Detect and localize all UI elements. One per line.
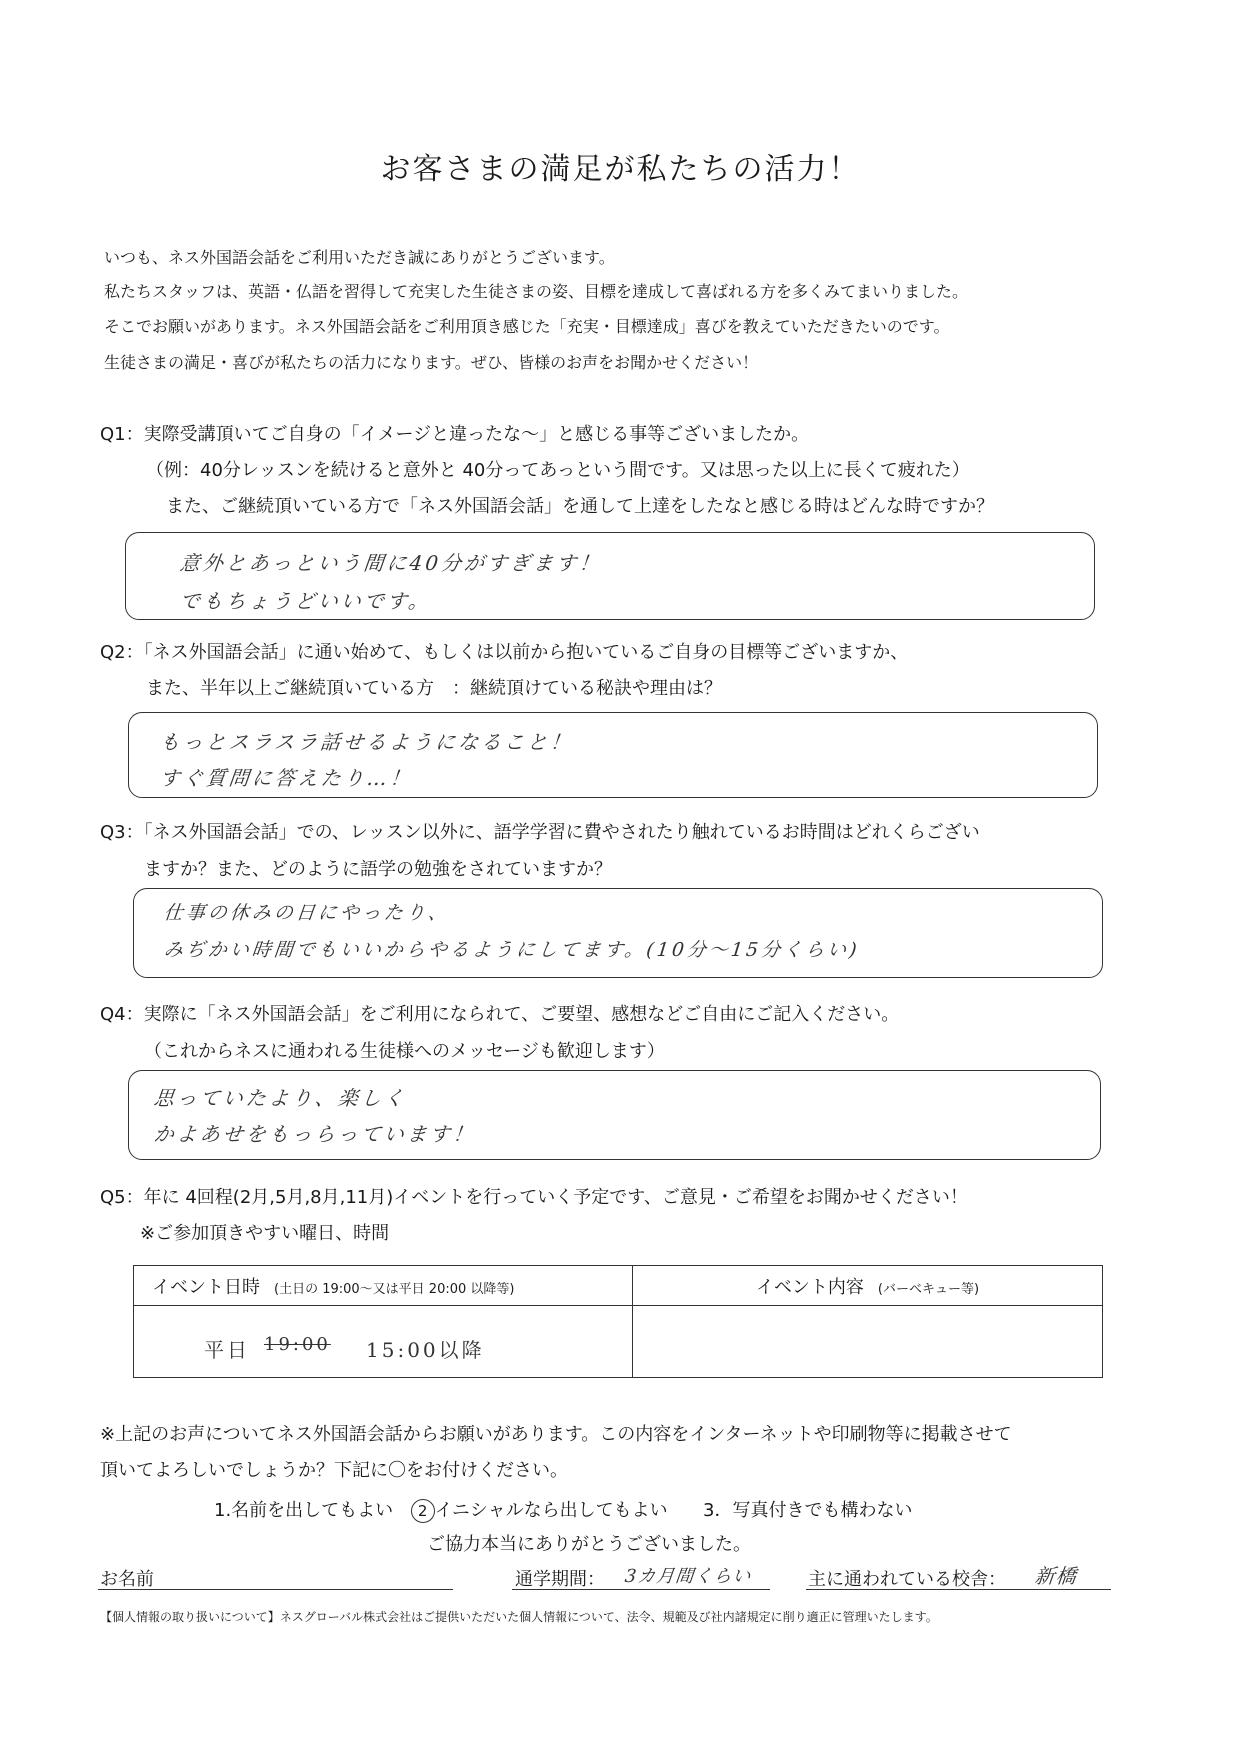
q2-answer-line-2: すぐ質問に答えたり…！ [158,766,415,790]
q2-answer-line-1: もっとスラスラ話せるようになること！ [158,730,575,754]
name-label: お名前 [100,1569,154,1590]
period-field[interactable] [512,1589,770,1590]
q4-answer-line-1: 思っていたより、楽しく [152,1086,409,1110]
q4-line-1: Q4：実際に「ネス外国語会話」をご利用になられて、ご要望、感想などご自由にご記入ください。 [100,1004,900,1025]
consent-option-2[interactable]: イニシャルなら出してもよい [434,1500,668,1521]
q1-line-3: また、ご継続頂いている方で「ネス外国語会話」を通して上達をしたなと感じる時はどんな時ですか？ [166,496,994,517]
q1-line-2: （例：40分レッスンを続けると意外と 40分ってあっという間です。又は思った以上に長くて疲れた） [146,460,970,481]
q1-answer-line-2: でもちょうどいいです。 [178,589,433,613]
event-table [133,1265,1103,1378]
intro-line-4: 生徒さまの満足・喜びが私たちの活力になります。ぜひ、皆様のお声をお聞かせください！ [104,353,759,372]
q2-line-2: また、半年以上ご継続頂いている方 ：継続頂けている秘訣や理由は？ [146,678,722,699]
consent-option-1[interactable]: 1.名前を出してもよい [214,1500,394,1521]
q4-answer-line-2: かよあせをもっらっています！ [152,1122,478,1146]
event-date-answer-b: 15:00以降 [366,1338,485,1362]
event-content-header-cell [633,1266,1103,1306]
intro-line-2: 私たちスタッフは、英語・仏語を習得して充実した生徒さまの姿、目標を達成して喜ばれる方を多くみてまいりました。 [104,282,969,301]
period-value: 3カ月間くらい [623,1566,753,1587]
event-date-note: (土日の 19:00～又は平日 20:00 以降等) [274,1281,515,1297]
consent-option-3[interactable]: 3．写真付きでも構わない [703,1500,913,1521]
name-field[interactable] [98,1589,453,1590]
school-field[interactable] [806,1589,1111,1590]
consent-line-1: ※上記のお声についてネス外国語会話からお願いがあります。この内容をインターネットや印刷物等に掲載させて [100,1424,1012,1445]
event-content-note: (バーベキュー等) [877,1281,980,1297]
q1-answer-line-1: 意外とあっという間に40分がすぎます！ [178,551,604,575]
thanks-message: ご協力本当にありがとうございました。 [427,1534,751,1555]
event-date-answer-struck: 19:00 [264,1334,331,1355]
q5-line-2: ※ご参加頂きやすい曜日、時間 [140,1223,390,1244]
consent-line-2: 頂いてよろしいでしょうか？下記に〇をお付けください。 [100,1460,568,1481]
event-content-answer-cell[interactable] [633,1306,1103,1378]
page-title: お客さまの満足が私たちの活力！ [380,152,861,187]
event-date-answer-a: 平日 [204,1338,250,1362]
consent-options [214,1496,913,1523]
q4-line-2: （これからネスに通われる生徒様へのメッセージも歓迎します） [144,1041,665,1062]
q2-line-1: Q2：「ネス外国語会話」に通い始めて、もしくは以前から抱いているご自身の目標等ございますか、 [100,642,909,663]
q3-line-2: ますか？また、どのように語学の勉強をされていますか？ [144,859,612,880]
event-date-header: イベント日時 [152,1276,260,1298]
school-value: 新橋 [1033,1564,1079,1588]
school-label: 主に通われている校舎： [808,1569,1006,1590]
consent-option-2-circled-number[interactable]: 2 [411,1499,435,1523]
intro-line-1: いつも、ネス外国語会話をご利用いただき誠にありがとうございます。 [104,248,615,267]
period-label: 通学期間： [515,1569,605,1590]
q3-line-1: Q3：「ネス外国語会話」での、レッスン以外に、語学学習に費やされたり触れているお時間はどれくらござい [100,822,980,843]
q3-answer-line-2: みぢかい時間でもいいからやるようにしてます。(10分～15分くらい) [162,939,861,961]
event-date-header-cell [134,1266,633,1306]
q5-line-1: Q5：年に 4回程(2月,5月,8月,11月)イベントを行っていく予定です、ご意見・ご希望をお聞かせください！ [100,1187,968,1208]
event-date-answer-cell[interactable] [134,1306,633,1378]
event-content-header: イベント内容 [755,1276,864,1298]
privacy-notice: 【個人情報の取り扱いについて】ネスグローバル株式会社はご提供いただいた個人情報について、法令、規範及び社内諸規定に削り適正に管理いたします。 [100,1610,938,1624]
q3-answer-line-1: 仕事の休みの日にやったり、 [162,902,452,924]
q1-line-1: Q1：実際受講頂いてご自身の「イメージと違ったな～」と感じる事等ございましたか。 [100,424,810,445]
intro-line-3: そこでお願いがあります。ネス外国語会話をご利用頂き感じた「充実・目標達成」喜びを教えていただきたいのです。 [104,317,950,336]
